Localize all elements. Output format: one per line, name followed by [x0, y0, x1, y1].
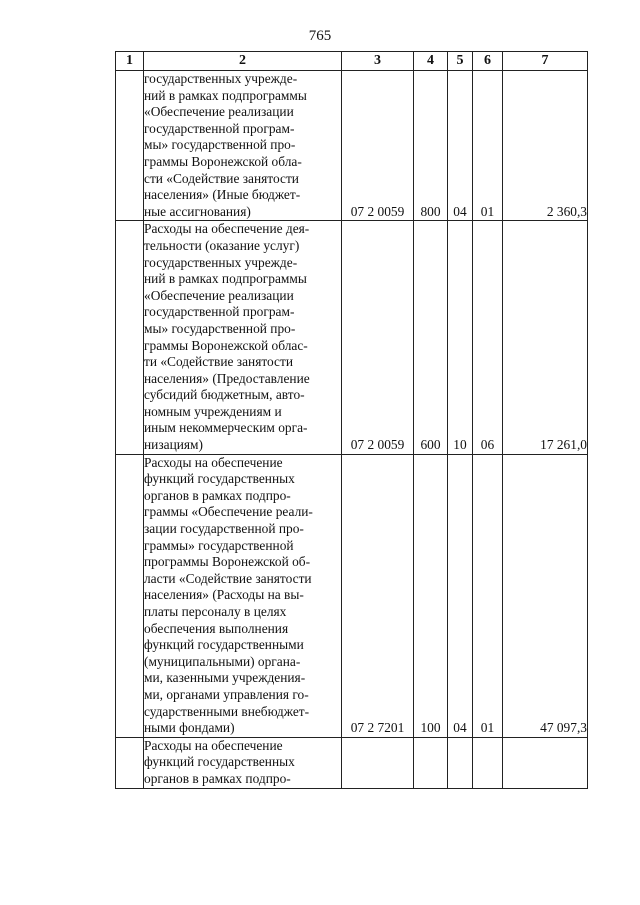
- amount-cell: 2 360,3: [503, 71, 588, 221]
- expense-name: государственных учрежде- ний в рамках подпрограммы «Обеспечение реализации государственной програм- мы» государственной про- граммы Воронежской обла- сти «Содействие занятости населения» (Иные бюджет- ные ассигнования): [144, 71, 307, 219]
- col-header-1: 1: [116, 52, 144, 71]
- table-row: [116, 737, 588, 788]
- expense-name: Расходы на обеспечение дея- тельности (оказание услуг) государственных учрежде- ний в рамках подпрограммы «Обеспечение реализации государственной програм- мы» государственной про- граммы Воронежской облас- ти «Содействие занятости населения» (Предоставление субсидий бюджетным, авто- номным учреждениям и иным некоммерческим орга- низациям): [144, 221, 310, 453]
- row-number-cell: [116, 737, 144, 788]
- col-header-2: 2: [144, 52, 342, 71]
- table-row: [116, 454, 588, 737]
- expense-name-cell: [144, 737, 342, 788]
- expense-type-cell: 100: [414, 454, 448, 737]
- col-header-4: 4: [414, 52, 448, 71]
- subsection-cell: 01: [473, 454, 503, 737]
- subsection-cell: 06: [473, 221, 503, 454]
- section-cell: 04: [448, 454, 473, 737]
- expense-name: Расходы на обеспечение функций государственных органов в рамках подпро-: [144, 737, 295, 786]
- subsection-cell: 01: [473, 71, 503, 221]
- expense-name: Расходы на обеспечение функций государственных органов в рамках подпро- граммы «Обеспечение реали- зации государственной про- граммы» государственной программы Воронежской об- ласти «Содействие занятости населения» (Расходы на вы- платы персоналу в целях обеспечения выполнения функций государственными (муниципальными) органа- ми, казенными учреждения- ми, органами управления го- сударственными внебюджет- ными фондами): [144, 454, 313, 736]
- expense-type-cell: 600: [414, 221, 448, 454]
- col-header-5: 5: [448, 52, 473, 71]
- amount-cell: [503, 737, 588, 788]
- amount-cell: 17 261,0: [503, 221, 588, 454]
- row-number-cell: [116, 454, 144, 737]
- col-header-6: 6: [473, 52, 503, 71]
- target-code-cell: 07 2 0059: [342, 71, 414, 221]
- expense-type-cell: [414, 737, 448, 788]
- target-code-cell: 07 2 7201: [342, 454, 414, 737]
- col-header-3: 3: [342, 52, 414, 71]
- budget-table: [115, 51, 588, 789]
- expense-name-cell: [144, 221, 342, 454]
- section-cell: 04: [448, 71, 473, 221]
- col-header-7: 7: [503, 52, 588, 71]
- section-cell: 10: [448, 221, 473, 454]
- section-cell: [448, 737, 473, 788]
- table-row: [116, 221, 588, 454]
- page-number: 765: [308, 28, 332, 44]
- target-code-cell: 07 2 0059: [342, 221, 414, 454]
- amount-cell: 47 097,3: [503, 454, 588, 737]
- table-row: [116, 71, 588, 221]
- expense-type-cell: 800: [414, 71, 448, 221]
- expense-name-cell: [144, 71, 342, 221]
- row-number-cell: [116, 221, 144, 454]
- row-number-cell: [116, 71, 144, 221]
- header-row: [116, 52, 588, 71]
- expense-name-cell: [144, 454, 342, 737]
- subsection-cell: [473, 737, 503, 788]
- target-code-cell: [342, 737, 414, 788]
